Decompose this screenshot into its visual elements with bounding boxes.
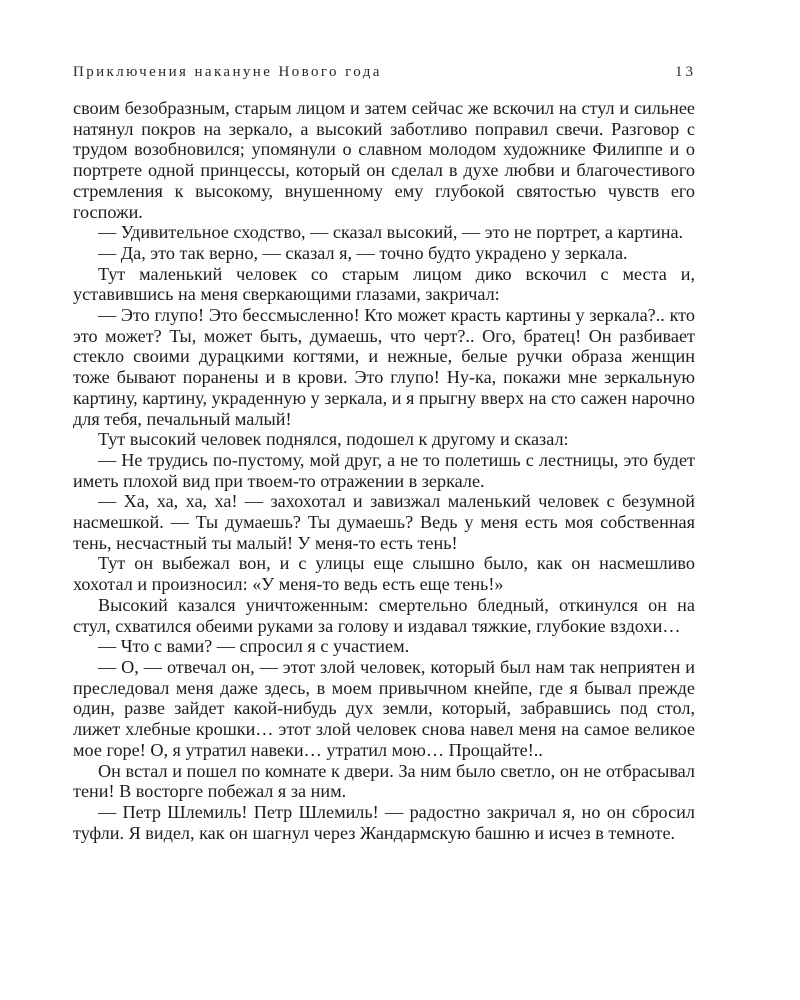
running-header [73, 64, 696, 88]
paragraph-narration: Он встал и пошел по комнате к двери. За ним было светло, он не отбрасывал тени! В восторге побежал я за ним. [73, 760, 695, 802]
paragraph-continuation: своим безобразным, старым лицом и затем сейчас же вскочил на стул и сильнее натянул покров на зеркало, а высокий заботливо поправил свечи. Разговор с трудом возобновился; упомянули о славном молодом художнике Филиппе и о портрете одной принцессы, который он сделал в духе любви и благочестивого стремления к высокому, внушенному ему глубокой святостью чувств его госпожи. [73, 98, 695, 222]
paragraph-dialogue: — Это глупо! Это бессмысленно! Кто может красть картины у зеркала?.. кто это может? Ты, может быть, думаешь, что черт?.. Ого, братец! Он разбивает стекло своими дурацкими когтями, и нежные, белые ручки образа женщин тоже бывают поранены и в крови. Это глупо! Ну-ка, покажи мне зеркальную картину, картину, украденную у зеркала, и я прыгну вверх на сто сажен нарочно для тебя, печальный малый! [73, 305, 695, 429]
paragraph-dialogue: — Что с вами? — спросил я с участием. [98, 636, 410, 657]
paragraph-dialogue: — О, — отвечал он, — этот злой человек, который был нам так неприятен и преследовал меня даже здесь, в моем привычном кнейпе, где я бывал прежде один, разве зайдет какой-нибудь дух земли, который, забравшись под стол, лижет хлебные крошки… этот злой человек снова навел меня на самое великое мое горе! О, я утратил навеки… утратил мою… Прощайте!.. [73, 656, 695, 760]
paragraph-dialogue: — Да, это так верно, — сказал я, — точно будто украдено у зеркала. [98, 242, 628, 263]
paragraph-dialogue: — Петр Шлемиль! Петр Шлемиль! — радостно закричал я, но он сбросил туфли. Я видел, как он шагнул через Жандармскую башню и исчез в темноте. [73, 801, 695, 843]
paragraph-narration: Тут он выбежал вон, и с улицы еще слышно было, как он насмешливо хохотал и произносил: «У меня-то ведь есть еще тень!» [73, 553, 695, 595]
paragraph-narration: Тут высокий человек поднялся, подошел к другому и сказал: [98, 429, 569, 450]
paragraph-narration: Тут маленький человек со старым лицом дико вскочил с места и, уставившись на меня сверкающими глазами, закричал: [73, 263, 695, 305]
running-title: Приключения накануне Нового года [73, 64, 382, 80]
paragraph-narration: Высокий казался уничтоженным: смертельно бледный, откинулся он на стул, схватился обеими руками за голову и издавал тяжкие, глубокие вздохи… [73, 594, 695, 636]
paragraph-dialogue: — Удивительное сходство, — сказал высокий, — это не портрет, а картина. [98, 222, 684, 243]
paragraph-dialogue: — Не трудись по-пустому, мой друг, а не то полетишь с лестницы, это будет иметь плохой вид при твоем-то отражении в зеркале. [73, 449, 695, 491]
page-number: 13 [675, 64, 696, 80]
body-text [73, 98, 695, 843]
paragraph-dialogue: — Ха, ха, ха, ха! — захохотал и завизжал маленький человек с безумной насмешкой. — Ты думаешь? Ты думаешь? Ведь у меня есть моя собственная тень, несчастный ты малый! У меня-то есть тень! [73, 491, 695, 553]
